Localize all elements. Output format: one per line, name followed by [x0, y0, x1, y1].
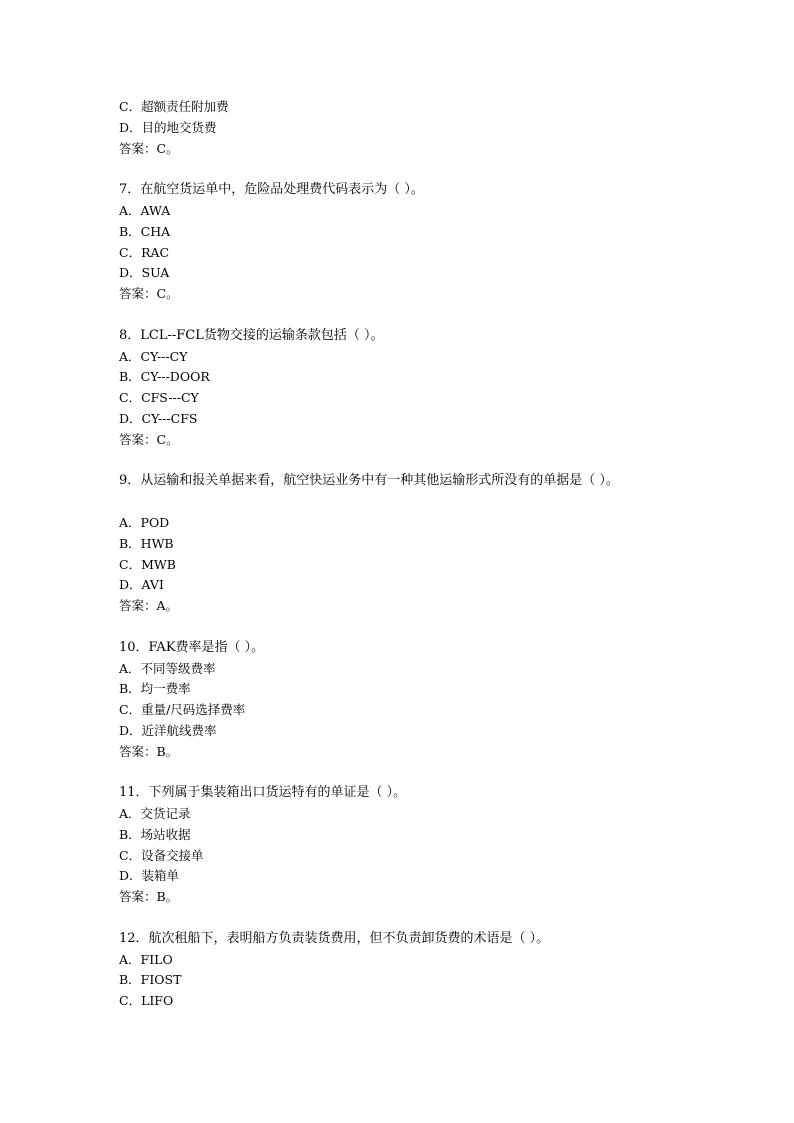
option-text: D．CY---CFS [119, 410, 198, 426]
blank-line [119, 617, 759, 638]
option-text: D．SUA [119, 265, 170, 281]
blank-line [119, 908, 759, 929]
option-text: B．均一费率 [119, 681, 191, 697]
option-text: C．重量/尺码选择费率 [119, 702, 246, 718]
option-text: B．FIOST [119, 972, 182, 988]
option-text: A．CY---CY [119, 348, 188, 364]
option-text: B．CHA [119, 223, 171, 239]
blank-line [119, 492, 759, 513]
answer-text: 答案：B。 [119, 743, 179, 759]
question-text: 11．下列属于集装箱出口货运特有的单证是（ ）。 [119, 785, 407, 801]
option-text: C．LIFO [119, 993, 174, 1009]
question-text: 7．在航空货运单中，危险品处理费代码表示为（ ）。 [119, 182, 424, 198]
option-text: C．RAC [119, 244, 170, 260]
question-text: 8．LCL--FCL货物交接的运输条款包括（ ）。 [119, 327, 384, 343]
document-page [119, 97, 759, 1012]
blank-line [119, 763, 759, 784]
option-text: D．装箱单 [119, 868, 180, 884]
option-text: D．近洋航线费率 [119, 722, 217, 738]
option-text: D．AVI [119, 577, 164, 593]
answer-text: 答案：C。 [119, 286, 179, 302]
option-text: A．FILO [119, 951, 173, 967]
option-text: C．设备交接单 [119, 847, 204, 863]
option-text: A．POD [119, 514, 170, 530]
option-text: D．目的地交货费 [119, 119, 217, 135]
option-text: A．交货记录 [119, 806, 191, 822]
blank-line [119, 451, 759, 472]
answer-text: 答案：B。 [119, 889, 179, 905]
option-text: A．不同等级费率 [119, 660, 216, 676]
blank-line [119, 159, 759, 180]
option-text: C．超额责任附加费 [119, 99, 229, 114]
option-text: C．CFS---CY [119, 390, 199, 406]
option-text: B．HWB [119, 535, 174, 551]
answer-text: 答案：A。 [119, 598, 179, 614]
answer-text: 答案：C。 [119, 140, 179, 156]
option-text: B．CY---DOOR [119, 369, 210, 385]
question-text: 12．航次租船下，表明船方负责装货费用，但不负责卸货费的术语是（ ）。 [119, 930, 550, 946]
answer-text: 答案：C。 [119, 431, 179, 447]
blank-line [119, 305, 759, 326]
question-text: 9．从运输和报关单据来看，航空快运业务中有一种其他运输形式所没有的单据是（ ）。 [119, 473, 619, 489]
option-text: A．AWA [119, 202, 171, 218]
option-text: C．MWB [119, 556, 176, 572]
option-text: B．场站收据 [119, 826, 191, 842]
question-text: 10．FAK费率是指（ ）。 [119, 639, 265, 655]
